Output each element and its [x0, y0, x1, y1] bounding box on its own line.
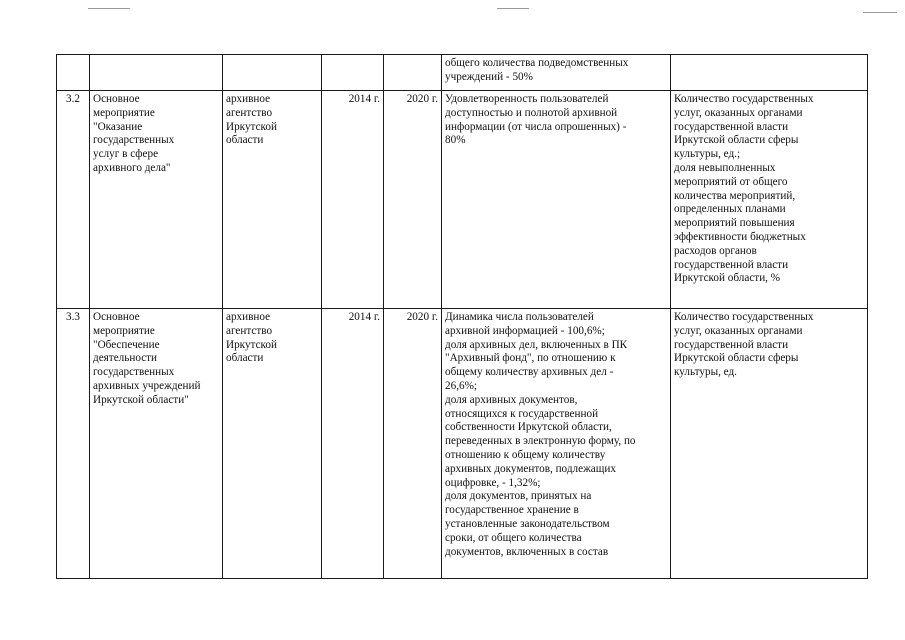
- cell-end-year: [384, 55, 442, 91]
- cell-start-year: [322, 91, 384, 309]
- cell-number-text: 3.3: [66, 311, 80, 323]
- cell-event: [90, 309, 223, 579]
- cell-event-text: Основное мероприятие "Оказание государственных услуг в сфере архивного дела": [93, 93, 175, 174]
- program-events-table: [56, 54, 868, 579]
- cell-results-text: общего количества подведомственных учреждений - 50%: [445, 57, 629, 83]
- cell-event: [90, 91, 223, 309]
- cell-number: [57, 55, 90, 91]
- cell-start-year: [322, 309, 384, 579]
- cell-results-text: Динамика числа пользователей архивной информацией - 100,6%; доля архивных дел, включенных в ПК "Архивный фонд", по отношению к общему количеству архивных дел - 26,6%; доля архивных документов, относящихся к государственной собственности Иркутской области, переведенных в электронную форму, по отношению к общему количеству архивных документов, подлежащих оцифровке, - 1,32%; доля документов, принятых на государственное хранение в установленные законодательством сроки, от общего количества документов, включенных в состав: [445, 311, 636, 558]
- cell-results-text: Удовлетворенность пользователей доступностью и полнотой архивной информации (от числа опрошенных) - 80%: [445, 93, 627, 147]
- cell-number: [57, 91, 90, 309]
- scan-artifact-center: [497, 8, 529, 9]
- cell-executor-text: архивное агентство Иркутской области: [226, 311, 277, 365]
- scan-artifact-left: [88, 8, 130, 9]
- cell-end-year: [384, 91, 442, 309]
- cell-executor-text: архивное агентство Иркутской области: [226, 93, 277, 147]
- cell-indicators: [671, 91, 868, 309]
- cell-event-text: Основное мероприятие "Обеспечение деятельности государственных архивных учреждений Иркутской области": [93, 311, 201, 406]
- scan-artifact-right: [863, 12, 897, 13]
- cell-number-text: 3.2: [66, 93, 80, 105]
- cell-executor: [223, 55, 322, 91]
- cell-start-year: [322, 55, 384, 91]
- cell-executor: [223, 309, 322, 579]
- cell-executor: [223, 91, 322, 309]
- cell-event: [90, 55, 223, 91]
- cell-results: [442, 55, 671, 91]
- cell-start-year-text: 2014 г.: [348, 93, 380, 105]
- cell-end-year-text: 2020 г.: [406, 93, 438, 105]
- cell-start-year-text: 2014 г.: [348, 311, 380, 323]
- cell-end-year-text: 2020 г.: [406, 311, 438, 323]
- table-row: [57, 91, 868, 309]
- table-row: [57, 309, 868, 579]
- cell-indicators-text: Количество государственных услуг, оказанных органами государственной власти Иркутской области сферы культуры, ед.: [674, 311, 814, 379]
- cell-indicators: [671, 55, 868, 91]
- cell-results: [442, 309, 671, 579]
- table-row: [57, 55, 868, 91]
- cell-results: [442, 91, 671, 309]
- cell-number: [57, 309, 90, 579]
- cell-indicators-text: Количество государственных услуг, оказанных органами государственной власти Иркутской области сферы культуры, ед.; доля невыполненных мероприятий от общего количества мероприятий, определенных планами мероприятий повышения эффективности бюджетных расходов органов государственной власти Иркутской области, %: [674, 93, 814, 285]
- cell-indicators: [671, 309, 868, 579]
- cell-end-year: [384, 309, 442, 579]
